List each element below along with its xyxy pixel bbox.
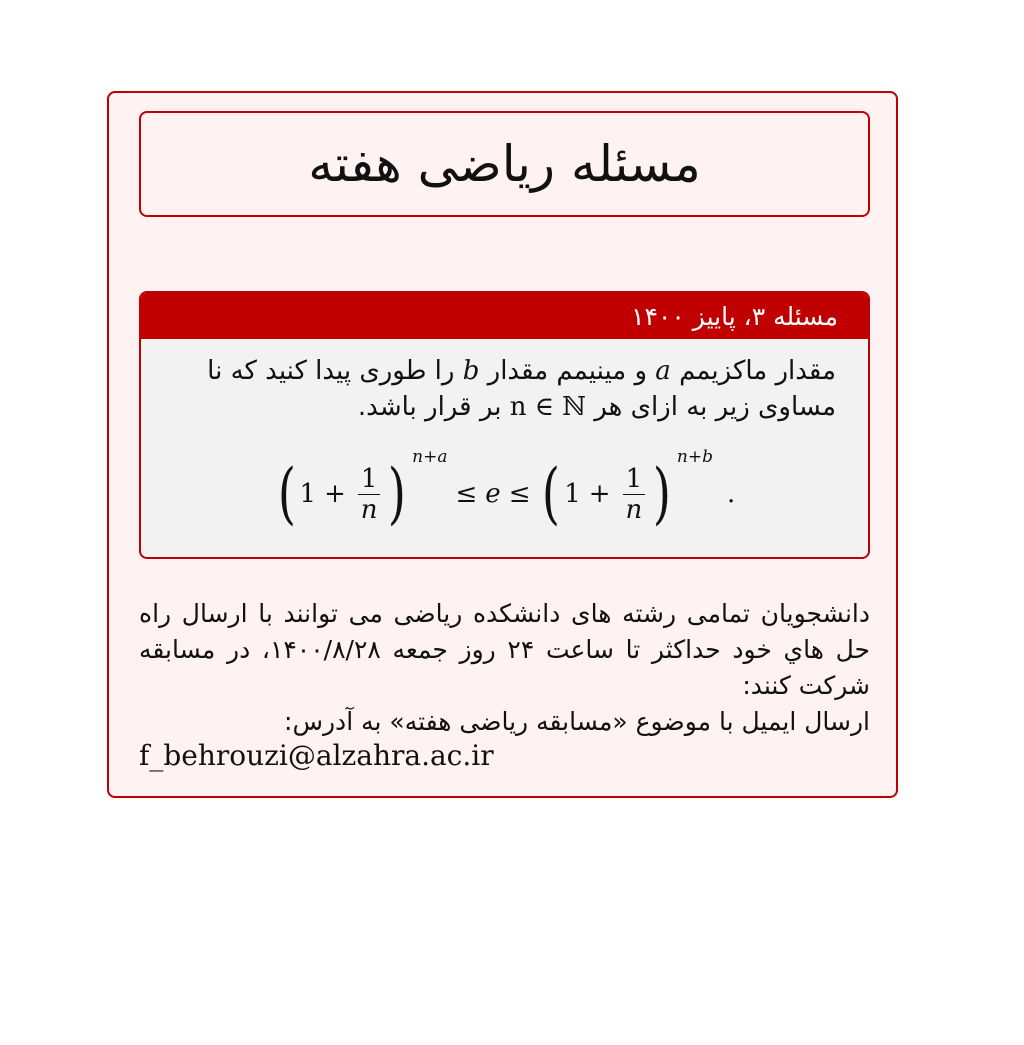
email-address: f_behrouzi@alzahra.ac.ir: [139, 739, 494, 772]
formula-e: e: [485, 479, 501, 509]
problem-header: مسئله ۳، پاییز ۱۴۰۰: [141, 293, 868, 339]
right-paren-2: ): [652, 455, 672, 532]
problem-box: [139, 291, 870, 559]
page-title: مسئله ریاضی هفته: [308, 135, 701, 193]
poster: [107, 91, 898, 798]
fraction-2-denominator: n: [625, 494, 643, 525]
formula-plus-2: +: [588, 479, 611, 509]
instructions: [139, 596, 870, 740]
left-paren-1: (: [277, 455, 296, 532]
fraction-2-numerator: 1: [623, 464, 646, 495]
fraction-2: [623, 464, 646, 525]
fraction-1-numerator: 1: [358, 464, 381, 495]
problem-statement: [141, 339, 868, 425]
left-paren-2: (: [542, 455, 561, 532]
instructions-line-2: ارسال ایمیل با موضوع «مسابقه ریاضی هفته» به آدرس:: [284, 707, 870, 736]
formula-leq-1: ≤: [455, 479, 478, 509]
right-paren-1: ): [388, 455, 407, 532]
formula-period: .: [726, 479, 736, 509]
fraction-1-denominator: n: [360, 494, 378, 525]
formula-one-2: 1: [564, 479, 581, 509]
problem-text-5: بر قرار باشد.: [357, 392, 502, 422]
math-n-in-N: n ∈ ℕ: [509, 392, 586, 422]
problem-text-4: که نا مساوی زیر به ازای هر: [207, 356, 836, 422]
exponent-right: n+b: [676, 447, 713, 467]
formula-one-1: 1: [299, 479, 317, 509]
problem-text-2: و مینیمم مقدار: [487, 356, 648, 386]
inequality-formula: [141, 447, 868, 532]
instructions-line-1: دانشجویان تمامی رشته های دانشکده ریاضی می توانند با ارسال راه حل هاي خود حداکثر تا ساعت ۲۴ روز جمعه ۱۴۰۰/۸/۲۸، در مسابقه شرکت کنند:: [139, 599, 870, 700]
formula-plus-1: +: [324, 479, 346, 509]
fraction-1: [358, 464, 381, 525]
var-a: a: [655, 356, 671, 386]
title-box: [139, 111, 870, 217]
exponent-left: n+a: [412, 447, 448, 467]
formula-leq-2: ≤: [508, 479, 531, 509]
problem-text-3: را طوری پیدا کنید: [265, 356, 455, 386]
var-b: b: [462, 356, 480, 386]
problem-text-1: مقدار ماکزیمم: [679, 356, 836, 386]
